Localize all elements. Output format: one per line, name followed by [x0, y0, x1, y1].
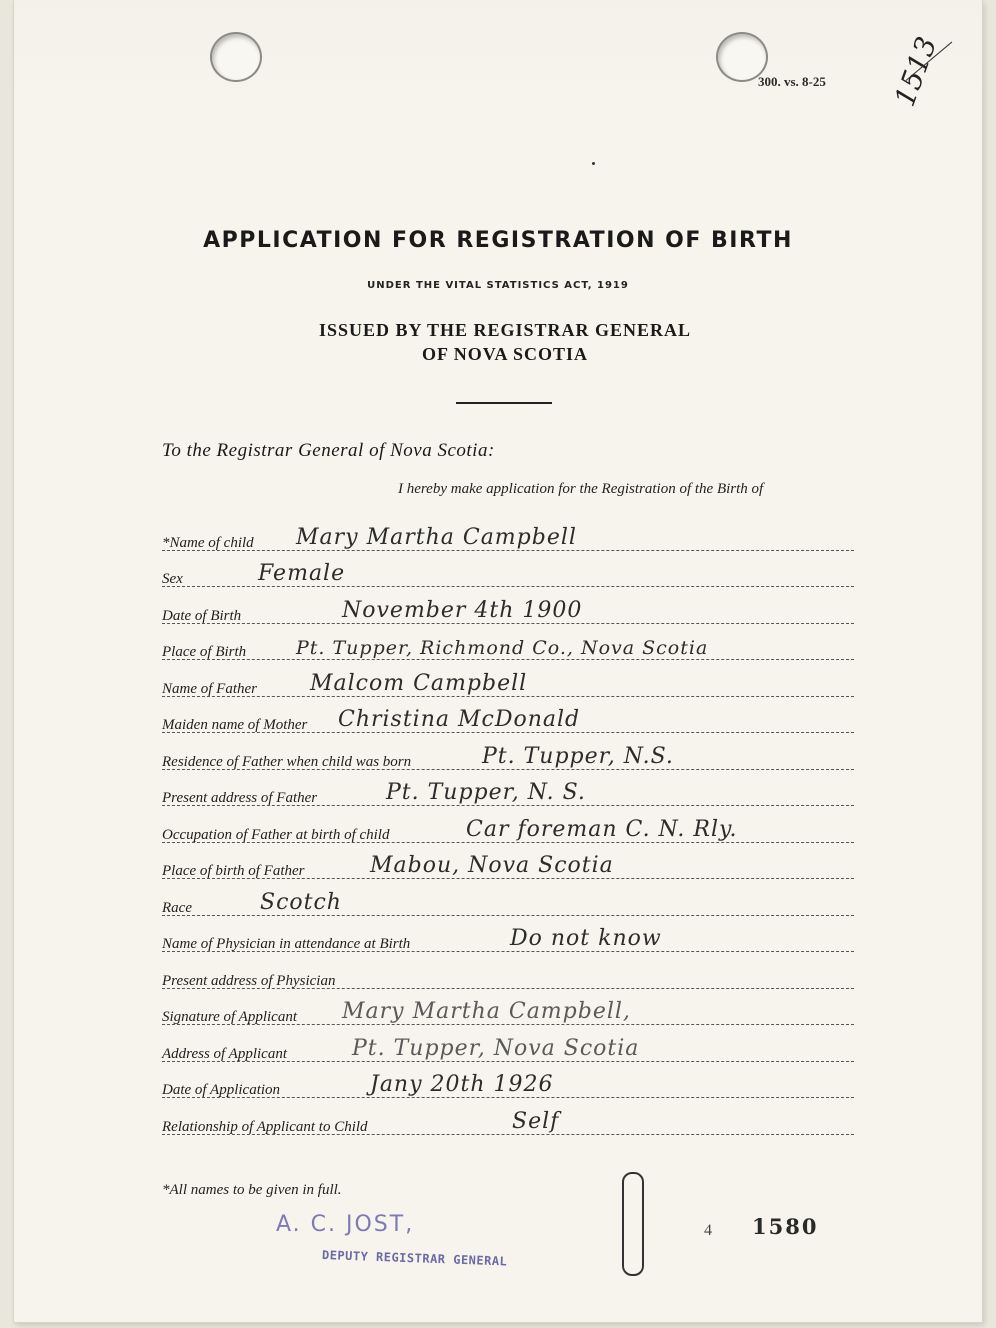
field-value: Pt. Tupper, Richmond Co., Nova Scotia: [296, 637, 709, 659]
field-address-of-applicant: [162, 1035, 854, 1065]
field-value: Car foreman C. N. Rly.: [466, 817, 738, 842]
field-line: [162, 550, 854, 551]
field-maiden-name-of-mother: [162, 706, 854, 736]
field-value: Mabou, Nova Scotia: [370, 853, 614, 878]
field-label: Date of Birth: [162, 608, 242, 624]
field-value: Self: [512, 1109, 560, 1134]
addressee: To the Registrar General of Nova Scotia:: [162, 440, 495, 461]
top-band: [14, 0, 982, 110]
field-line: [162, 915, 854, 916]
field-label: Residence of Father when child was born: [162, 754, 412, 770]
field-label: Date of Application: [162, 1082, 281, 1098]
field-place-of-birth: [162, 633, 854, 663]
field-place-of-birth-of-father: [162, 852, 854, 882]
field-label: Signature of Applicant: [162, 1009, 297, 1025]
field-sex: [162, 560, 854, 590]
form-code: 300. vs. 8-25: [758, 74, 826, 89]
field-value: Do not know: [510, 926, 662, 951]
field-present-address-of-father: [162, 779, 854, 809]
field-residence-of-father: [162, 743, 854, 773]
field-name-of-physician: [162, 925, 854, 955]
field-line: [162, 586, 854, 587]
field-relationship-of-applicant: [162, 1108, 854, 1138]
field-label: Present address of Father: [162, 790, 318, 806]
field-label: Maiden name of Mother: [162, 717, 308, 733]
field-signature-of-applicant: [162, 998, 854, 1028]
field-label: Relationship of Applicant to Child: [162, 1119, 368, 1135]
field-label: Name of Father: [162, 681, 257, 697]
field-label: Place of Birth: [162, 644, 247, 660]
field-value: Female: [258, 561, 346, 586]
field-label: Occupation of Father at birth of child: [162, 827, 390, 843]
field-label: Address of Applicant: [162, 1046, 287, 1062]
field-race: [162, 889, 854, 919]
intro-text: I hereby make application for the Registration of the Birth of: [398, 481, 764, 497]
issuer: [0, 318, 996, 366]
field-value: Scotch: [260, 890, 342, 915]
field-value: November 4th 1900: [342, 598, 583, 623]
field-value: Christina McDonald: [338, 707, 581, 732]
field-value: Pt. Tupper, N. S.: [386, 780, 586, 805]
field-label: Place of birth of Father: [162, 863, 305, 879]
issuer-line-2: OF NOVA SCOTIA: [421, 344, 589, 364]
field-value: Mary Martha Campbell,: [342, 999, 631, 1024]
divider-rule: [456, 402, 552, 404]
field-occupation-of-father: [162, 816, 854, 846]
field-present-address-of-physician: [162, 962, 854, 992]
field-line: [162, 696, 854, 697]
punch-hole-left: [210, 32, 262, 82]
field-name-of-father: [162, 670, 854, 700]
field-date-of-birth: [162, 597, 854, 627]
field-label: Present address of Physician: [162, 973, 336, 989]
field-label: Name of Physician in attendance at Birth: [162, 936, 411, 952]
field-date-of-application: [162, 1071, 854, 1101]
field-value: Mary Martha Campbell: [296, 525, 577, 550]
handwritten-mark: 4: [704, 1222, 712, 1239]
document-title: APPLICATION FOR REGISTRATION OF BIRTH: [203, 228, 793, 253]
field-value: Pt. Tupper, Nova Scotia: [352, 1036, 640, 1061]
field-label: Sex: [162, 571, 183, 587]
document-subtitle: UNDER THE VITAL STATISTICS ACT, 1919: [367, 280, 629, 291]
field-name-of-child: [162, 524, 854, 554]
field-label: *Name of child: [162, 535, 254, 551]
field-label: Race: [162, 900, 192, 916]
issuer-line-1: ISSUED BY THE REGISTRAR GENERAL: [318, 320, 692, 340]
ink-dot: [592, 162, 595, 165]
field-value: Pt. Tupper, N.S.: [482, 744, 674, 769]
field-value: Malcom Campbell: [310, 671, 528, 696]
stamp-name: A. C. JOST,: [276, 1212, 415, 1237]
stamp-title: DEPUTY REGISTRAR GENERAL: [321, 1248, 508, 1269]
field-line: [162, 623, 854, 624]
field-value: Jany 20th 1926: [370, 1072, 554, 1097]
footnote: *All names to be given in full.: [162, 1182, 342, 1198]
field-line: [162, 659, 854, 660]
paperclip-icon: [622, 1172, 644, 1276]
serial-number: 1580: [752, 1214, 819, 1239]
